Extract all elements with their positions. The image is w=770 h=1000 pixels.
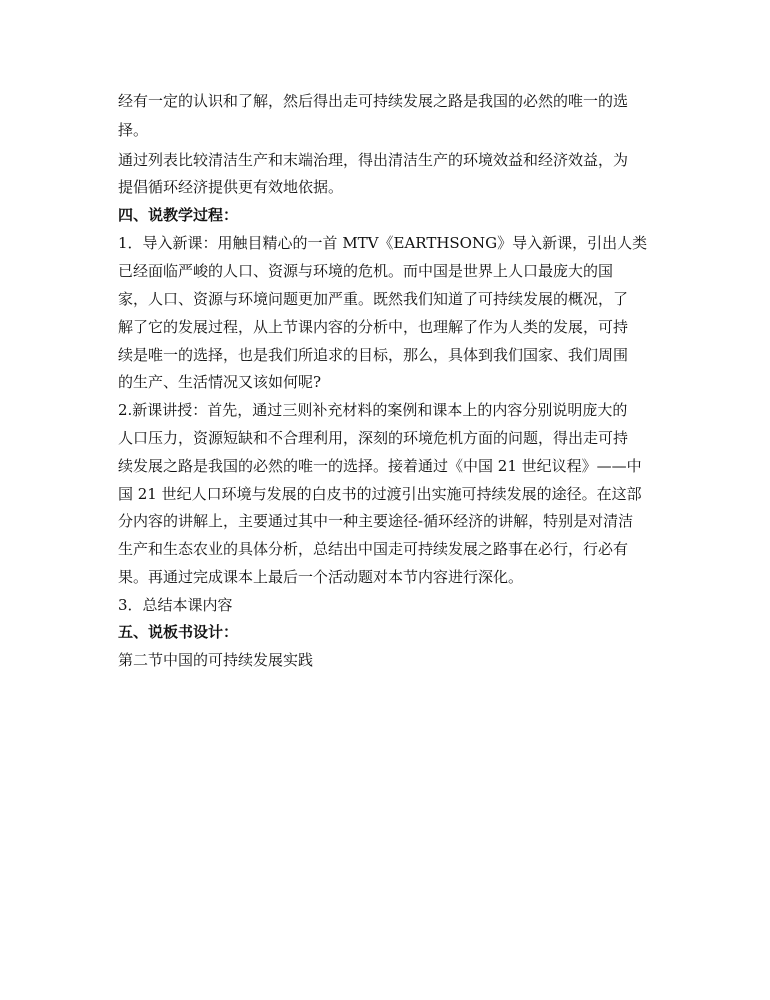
paragraph-line: 已经面临严峻的人口、资源与环境的危机。而中国是世界上人口最庞大的国 [118,262,614,280]
paragraph-line: 1．导入新课：用触目精心的一首 MTV《EARTHSONG》导入新课，引出人类 [118,234,648,252]
paragraph-line: 生产和生态农业的具体分析，总结出中国走可持续发展之路事在必行，行必有 [118,540,629,558]
paragraph-line: 提倡循环经济提供更有效地依据。 [118,178,344,196]
paragraph-line: 分内容的讲解上，主要通过其中一种主要途径-循环经济的讲解，特别是对清洁 [118,512,634,530]
paragraph-line: 果。再通过完成课本上最后一个活动题对本节内容进行深化。 [118,568,524,586]
paragraph-line: 家，人口、资源与环境问题更加严重。既然我们知道了可持续发展的概况，了 [118,290,629,308]
paragraph-line: 2.新课讲授：首先，通过三则补充材料的案例和课本上的内容分别说明庞大的 [118,401,628,419]
paragraph-line: 续发展之路是我国的必然的唯一的选择。接着通过《中国 21 世纪议程》——中 [118,457,642,475]
paragraph-line: 解了它的发展过程，从上节课内容的分析中，也理解了作为人类的发展，可持 [118,318,629,336]
paragraph-line: 第二节中国的可持续发展实践 [118,651,314,669]
paragraph-line: 3．总结本课内容 [118,596,233,614]
section-heading-board-design: 五、说板书设计： [118,623,239,641]
paragraph-line: 经有一定的认识和了解，然后得出走可持续发展之路是我国的必然的唯一的选 [118,92,629,110]
section-heading-teaching-process: 四、说教学过程： [118,206,239,224]
paragraph-line: 择。 [118,121,149,139]
paragraph-line: 续是唯一的选择，也是我们所追求的目标，那么，具体到我们国家、我们周围 [118,346,629,364]
paragraph-line: 国 21 世纪人口环境与发展的白皮书的过渡引出实施可持续发展的途径。在这部 [118,485,642,503]
paragraph-line: 通过列表比较清洁生产和末端治理，得出清洁生产的环境效益和经济效益，为 [118,151,629,169]
paragraph-line: 人口压力，资源短缺和不合理利用，深刻的环境危机方面的问题，得出走可持 [118,429,629,447]
paragraph-line: 的生产、生活情况又该如何呢? [118,373,322,391]
